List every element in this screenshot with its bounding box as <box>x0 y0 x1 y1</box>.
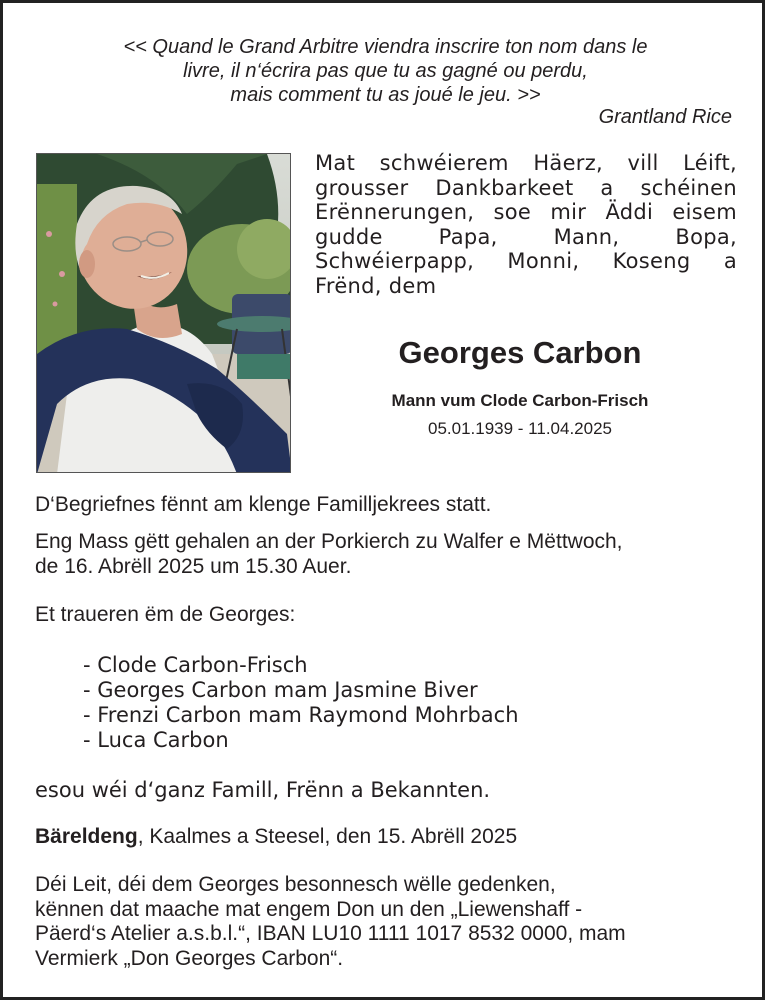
intro-line: gudde Papa, Mann, Bopa, <box>315 224 737 249</box>
mourner-item: - Luca Carbon <box>83 728 229 752</box>
intro-text <box>315 151 737 299</box>
intro-line: grousser Dankbarkeet a schéinen <box>315 175 737 200</box>
place-date-rest: , Kaalmes a Steesel, den 15. Abrëll 2025 <box>137 825 518 848</box>
quote-line: mais comment tu as joué le jeu. >> <box>230 84 541 106</box>
quote-line: << Quand le Grand Arbitre viendra inscrire ton nom dans le <box>123 36 648 58</box>
funeral-mass <box>35 530 745 579</box>
mourners-intro: Et traueren ëm de Georges: <box>35 603 296 626</box>
funeral-private: D‘Begriefnes fënnt am klenge Familljekrees statt. <box>35 493 492 516</box>
place-date <box>35 825 745 850</box>
place-name: Bäreldeng <box>35 825 138 848</box>
deceased-name: Georges Carbon <box>398 335 642 370</box>
mourner-item: - Frenzi Carbon mam Raymond Mohrbach <box>83 703 519 727</box>
quote-author: Grantland Rice <box>598 106 732 128</box>
donation-line: Päerd‘s Atelier a.s.b.l.“, IBAN LU10 1111 1017 8532 0000, mam <box>35 922 626 945</box>
portrait-photo <box>36 153 291 473</box>
quote <box>33 35 738 107</box>
intro-line: Schwéierpapp, Monni, Koseng a <box>315 249 737 274</box>
mourner-item: - Georges Carbon mam Jasmine Biver <box>83 678 478 702</box>
intro-line: Frënd, dem <box>315 273 437 298</box>
portrait-image <box>37 154 291 473</box>
deceased-dates: 05.01.1939 - 11.04.2025 <box>427 419 612 438</box>
intro-line: Mat schwéierem Häerz, vill Léift, <box>315 151 737 175</box>
donation-line: kënnen dat maache mat engem Don un den „Liewenshaff - <box>35 897 583 921</box>
donation-line: Déi Leit, déi dem Georges besonnesch wëlle gedenken, <box>35 873 556 896</box>
quote-line: livre, il n‘écrira pas que tu as gagné ou perdu, <box>183 60 588 82</box>
intro-line: Erënnerungen, soe mir Äddi eisem <box>315 200 737 225</box>
mourners-list <box>83 653 519 753</box>
donation-line: Vermierk „Don Georges Carbon“. <box>35 946 344 970</box>
funeral-mass-line: de 16. Abrëll 2025 um 15.30 Auer. <box>35 554 352 578</box>
family-line: esou wéi d‘ganz Famill, Frënn a Bekannten. <box>35 778 491 802</box>
mourner-item: - Clode Carbon-Frisch <box>83 653 308 677</box>
funeral-mass-line: Eng Mass gëtt gehalen an der Porkierch zu Walfer e Mëttwoch, <box>35 530 623 553</box>
donation-text <box>35 873 745 971</box>
deceased-spouse: Mann vum Clode Carbon-Frisch <box>391 391 649 410</box>
